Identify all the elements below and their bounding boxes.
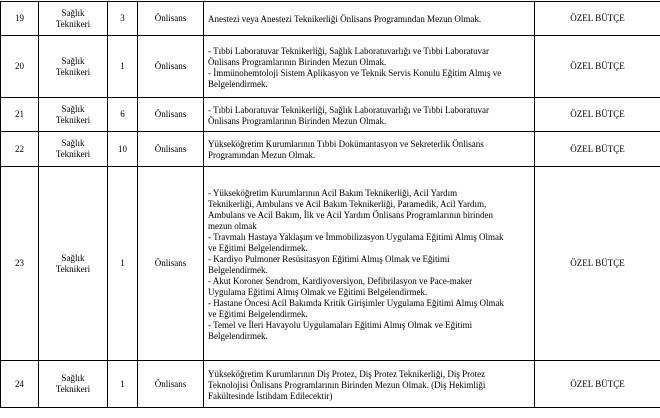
table-row xyxy=(1,36,660,98)
requirement-line: Teknikerliği, Ambulans ve Acil Bakım Teknikerliği, Paramedik, Acil Yardım, xyxy=(208,198,487,209)
position-count: 1 xyxy=(108,36,138,98)
requirement-line: Belgelendirmek. xyxy=(208,264,268,275)
requirement-line: Fakültesinde İstihdam Edilecektir) xyxy=(208,390,333,401)
budget-type: ÖZEL BÜTÇE xyxy=(535,36,660,98)
education-level: Önlisans xyxy=(138,36,204,98)
table-row xyxy=(1,167,660,361)
position-count: 6 xyxy=(108,98,138,132)
requirement-line: - Akut Koroner Sendrom, Kardiyoversiyon, Defibrilasyon ve Pace-maker xyxy=(208,275,473,286)
requirement-line: Yükseköğretim Kurumlarının Tıbbi Dokümantasyon ve Sekreterlik Önlisans xyxy=(208,139,484,149)
education-level: Önlisans xyxy=(138,98,204,132)
position-title: Sağlık Teknikeri xyxy=(39,132,108,167)
row-number: 20 xyxy=(1,36,39,98)
requirement-line: - İmmünohemtoloji Sistem Aplikasyon ve Teknik Servis Konulu Eğitim Almış ve xyxy=(208,67,502,78)
requirement-line: - Tıbbi Laboratuvar Teknikerliği, Sağlık Laboratuvarlığı ve Tıbbi Laboratuvar xyxy=(208,104,490,115)
budget-type: ÖZEL BÜTÇE xyxy=(535,361,660,408)
position-count: 1 xyxy=(108,361,138,408)
requirements-cell xyxy=(204,361,535,408)
position-title: Sağlık Teknikeri xyxy=(39,167,108,361)
table-row xyxy=(1,361,660,408)
requirement-line: Ambulans ve Acil Bakım, İlk ve Acil Yardım Önlisans Programlarının birinden xyxy=(208,209,493,220)
education-level: Önlisans xyxy=(138,361,204,408)
requirement-line: - Tıbbi Laboratuvar Teknikerliği, Sağlık Laboratuvarlığı ve Tıbbi Laboratuvar xyxy=(208,45,490,56)
budget-type: ÖZEL BÜTÇE xyxy=(535,132,660,167)
requirement-line: Önlisans Programlarının Birinden Mezun Olmak. xyxy=(208,56,387,67)
requirements-cell xyxy=(204,132,535,167)
table-row xyxy=(1,132,660,167)
requirement-line: ve Eğitimi Belgelendirmek. xyxy=(208,242,308,253)
requirement-line: - Travmalı Hastaya Yaklaşım ve İmmobilizasyon Uygulama Eğitimi Almış Olmak xyxy=(208,231,504,242)
requirements-cell xyxy=(204,36,535,98)
education-level: Önlisans xyxy=(138,132,204,167)
requirement-line: Yükseköğretim Kurumlarının Diş Protez, Diş Protez Teknikerliği, Diş Protez xyxy=(208,368,486,379)
row-number: 22 xyxy=(1,132,39,167)
position-count: 1 xyxy=(108,167,138,361)
requirement-line: - Temel ve İleri Havayolu Uygulamaları Eğitimi Almış Olmak ve Eğitimi xyxy=(208,319,473,330)
requirement-line: Uygulama Eğitimi Almış Olmak ve Eğitimi Belgelendirmek. xyxy=(208,286,428,297)
requirement-line: Programından Mezun Olmak. xyxy=(208,150,316,160)
requirement-line: Teknolojisi Önlisans Programlarının Birinden Mezun Olmak. (Diş Hekimliği xyxy=(208,379,486,390)
requirements-cell xyxy=(204,2,535,36)
requirements-cell xyxy=(204,98,535,132)
row-number: 23 xyxy=(1,167,39,361)
row-number: 24 xyxy=(1,361,39,408)
table-row xyxy=(1,2,660,36)
education-level: Önlisans xyxy=(138,167,204,361)
requirement-line: Belgelendirmek. xyxy=(208,78,268,89)
budget-type: ÖZEL BÜTÇE xyxy=(535,2,660,36)
requirement-line: ve Eğitimi Belgelendirmek. xyxy=(208,308,308,319)
positions-table xyxy=(0,1,660,408)
position-title: Sağlık Teknikeri xyxy=(39,2,108,36)
position-count: 3 xyxy=(108,2,138,36)
requirement-line: mezun olmak xyxy=(208,220,257,231)
position-title: Sağlık Teknikeri xyxy=(39,98,108,132)
requirement-line: Anestezi veya Anestezi Teknikerliği Önlisans Programından Mezun Olmak. xyxy=(208,14,482,24)
requirements-cell xyxy=(204,167,535,361)
position-title: Sağlık Teknikeri xyxy=(39,36,108,98)
requirement-line: - Yükseköğretim Kurumlarının Acil Bakım Teknikerliği, Acil Yardım xyxy=(208,187,458,198)
requirement-line: Önlisans Programlarının Birinden Mezun Olmak. xyxy=(208,115,387,126)
row-number: 21 xyxy=(1,98,39,132)
position-title: Sağlık Teknikeri xyxy=(39,361,108,408)
budget-type: ÖZEL BÜTÇE xyxy=(535,98,660,132)
position-count: 10 xyxy=(108,132,138,167)
table-row xyxy=(1,98,660,132)
education-level: Önlisans xyxy=(138,2,204,36)
requirement-line: - Kardiyo Pulmoner Resüsitasyon Eğitimi Almış Olmak ve Eğitimi xyxy=(208,253,450,264)
requirement-line: Belgelendirmek. xyxy=(208,330,268,341)
budget-type: ÖZEL BÜTÇE xyxy=(535,167,660,361)
row-number: 19 xyxy=(1,2,39,36)
requirement-line: - Hastane Öncesi Acil Bakımda Kritik Girişimler Uygulama Eğitimi Almış Olmak xyxy=(208,297,504,308)
